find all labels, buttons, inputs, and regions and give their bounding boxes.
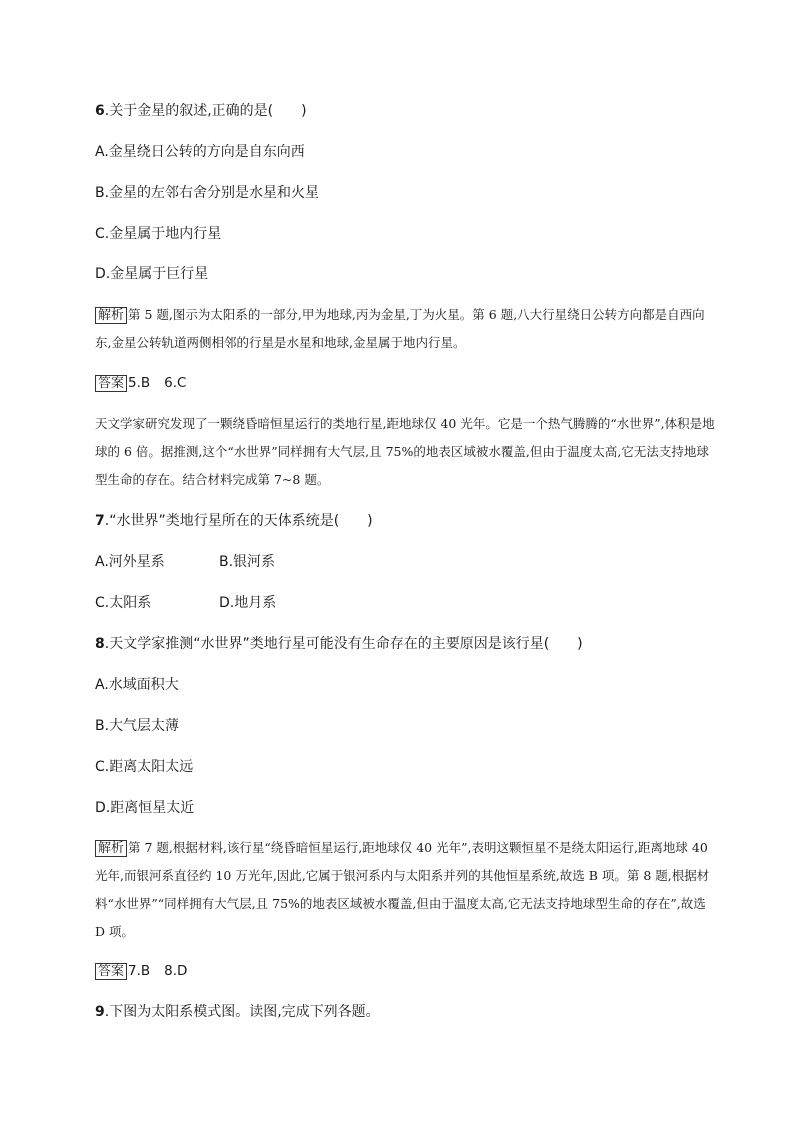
question-6 — [95, 102, 715, 120]
q7-option-c: C.太阳系 — [95, 595, 152, 611]
analysis-text: 第 7 题,根据材料,该行星“绕昏暗恒星运行,距地球仅 40 光年”,表明这颗恒星不是绕太阳运行,距离地球 40 光年,而银河系直径约 10 万光年,因此,它属于银河系内与太阳系并列的其他恒星系统,故选 B 项。第 8 题,根据材料“水世界”“同样拥有大气层,且 75%的地表区域被水覆盖,但由于温度太高,它无法支持地球型生命的存在”,故选 D 项。 — [95, 840, 710, 939]
question-8 — [95, 635, 715, 653]
q8-option-a: A.水域面积大 — [95, 677, 179, 693]
question-number: 7 — [95, 513, 105, 529]
q6-option-c: C.金星属于地内行星 — [95, 226, 222, 242]
analysis-block-1 — [95, 301, 715, 357]
question-stem: .天文学家推测“水世界”类地行星可能没有生命存在的主要原因是该行星( ) — [104, 636, 583, 652]
analysis-tag: 解析 — [95, 307, 127, 324]
question-7 — [95, 512, 715, 530]
q7-option-d: D.地月系 — [219, 595, 277, 611]
q8-option-d: D.距离恒星太近 — [95, 800, 195, 816]
q7-option-a: A.河外星系 — [95, 554, 165, 570]
answer-tag: 答案 — [95, 963, 127, 980]
answer-block-2 — [95, 962, 715, 980]
material-paragraph: 天文学家研究发现了一颗绕昏暗恒星运行的类地行星,距地球仅 40 光年。它是一个热气腾腾的“水世界”,体积是地球的 6 倍。据推测,这个“水世界”同样拥有大气层,且 75%的地表区域被水覆盖,但由于温度太高,它无法支持地球型生命的存在。结合材料完成第 7~8 题。 — [95, 416, 715, 487]
question-9 — [95, 1003, 715, 1021]
q8-option-c: C.距离太阳太远 — [95, 759, 194, 775]
question-number: 9 — [95, 1004, 105, 1020]
question-number: 6 — [95, 103, 105, 119]
q8-option-b: B.大气层太薄 — [95, 718, 180, 734]
answer-5: 5.B — [128, 375, 151, 391]
q7-options-row-1 — [95, 553, 715, 571]
q6-option-b: B.金星的左邻右舍分别是水星和火星 — [95, 185, 320, 201]
q6-option-d: D.金星属于巨行星 — [95, 266, 209, 282]
q7-option-b: B.银河系 — [219, 554, 276, 570]
answer-6: 6.C — [164, 375, 187, 391]
question-number: 8 — [95, 636, 105, 652]
question-stem: .“水世界”类地行星所在的天体系统是( ) — [104, 513, 373, 529]
question-stem: .下图为太阳系模式图。读图,完成下列各题。 — [104, 1004, 380, 1020]
answer-tag: 答案 — [95, 375, 127, 392]
question-stem: .关于金星的叙述,正确的是( ) — [104, 103, 307, 119]
analysis-block-2 — [95, 834, 715, 946]
answer-8: 8.D — [164, 963, 188, 979]
analysis-tag: 解析 — [95, 840, 127, 857]
q7-options-row-2 — [95, 594, 715, 612]
analysis-text: 第 5 题,图示为太阳系的一部分,甲为地球,丙为金星,丁为火星。第 6 题,八大行星绕日公转方向都是自西向东,金星公转轨道两侧相邻的行星是水星和地球,金星属于地内行星。 — [95, 307, 705, 350]
answer-block-1 — [95, 374, 715, 392]
answer-7: 7.B — [128, 963, 151, 979]
q6-option-a: A.金星绕日公转的方向是自东向西 — [95, 144, 305, 160]
